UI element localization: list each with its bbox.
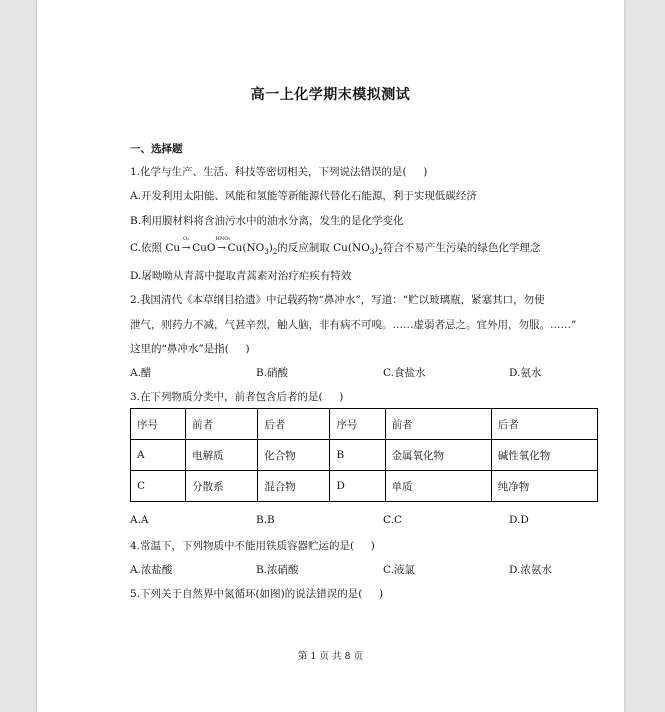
q1-c-prefix: C.依照 Cu <box>130 242 181 254</box>
table-cell: 电解质 <box>186 440 258 471</box>
q3-option-b: B.B <box>256 514 275 526</box>
q1-c-cuo: CuO <box>192 242 216 254</box>
table-cell: C <box>131 471 186 502</box>
classification-table <box>130 408 598 502</box>
q3-option-a: A.A <box>130 514 149 526</box>
q4-option-b: B.浓硝酸 <box>256 564 299 576</box>
q1-option-b: B.利用膜材料将含油污水中的油水分离，发生的是化学变化 <box>130 215 404 227</box>
table-cell: 前者 <box>186 409 258 440</box>
table-cell: A <box>131 440 186 471</box>
q1-c-sub2: 2 <box>272 248 278 257</box>
table-cell: 纯净物 <box>491 471 597 502</box>
page-number: 第 1 页 共 8 页 <box>297 651 364 662</box>
arrow-icon: O₂ → <box>181 236 191 254</box>
arrow-label-o2: O₂ <box>183 236 190 242</box>
table-row <box>131 440 598 471</box>
arrow-label-hno3: HNO₃ <box>215 236 231 242</box>
page-title: 高一上化学期末模拟测试 <box>250 87 411 103</box>
q1-c-sub3b: 3 <box>369 248 375 257</box>
table-row <box>131 471 598 502</box>
table-cell: 单质 <box>385 471 491 502</box>
q3-option-c: C.C <box>383 514 403 526</box>
table-cell: 混合物 <box>258 471 330 502</box>
table-cell: 化合物 <box>258 440 330 471</box>
table-cell: 序号 <box>131 409 186 440</box>
q2-option-a: A.醋 <box>130 367 152 379</box>
q1-stem: 1.化学与生产、生活、科技等密切相关，下列说法错误的是( ) <box>130 166 428 178</box>
q1-option-c <box>130 236 541 257</box>
q1-c-mid: Cu(NO <box>227 242 265 254</box>
table-row <box>131 409 598 440</box>
table-cell: 前者 <box>385 409 491 440</box>
q1-c-sub3: 3 <box>264 248 269 257</box>
table-cell: 后者 <box>491 409 597 440</box>
table-cell: 后者 <box>258 409 330 440</box>
q1-c-tail: 符合不易产生污染的绿色化学理念 <box>382 242 541 254</box>
q1-c-mid2b: ) <box>374 242 379 254</box>
q1-c-sub2b: 2 <box>378 248 383 257</box>
q2-line1: 2.我国清代《本草纲目拾遗》中记载药物“鼻冲水”，写道：“贮以玻璃瓶，紧塞其口，勿使 <box>130 294 545 306</box>
q3-stem: 3.在下列物质分类中，前者包含后者的是( ) <box>130 391 344 403</box>
table-cell: D <box>330 471 385 502</box>
q1-c-mid2: ) <box>268 242 273 254</box>
table-cell: 序号 <box>330 409 385 440</box>
q2-option-c: C.食盐水 <box>383 367 426 379</box>
q5-stem: 5.下列关于自然界中氮循环(如图)的说法错误的是( ) <box>130 588 384 600</box>
q4-stem: 4.常温下，下列物质中不能用铁质容器贮运的是( ) <box>130 540 375 552</box>
q1-option-d: D.屠呦呦从青蒿中提取青蒿素对治疗疟疾有特效 <box>130 270 352 282</box>
q4-option-c: C.液氯 <box>383 564 415 576</box>
q1-c-mid3: 的反应制取 Cu(NO <box>277 242 370 254</box>
q4-option-a: A.浓盐酸 <box>130 564 173 576</box>
arrow-icon: HNO₃ → <box>215 236 231 254</box>
table-cell: 金属氧化物 <box>385 440 491 471</box>
q2-line3: 这里的“鼻冲水”是指( ) <box>130 343 250 355</box>
table-cell: 碱性氧化物 <box>491 440 597 471</box>
q2-option-b: B.硝酸 <box>256 367 289 379</box>
q2-option-d: D.氨水 <box>509 367 542 379</box>
table-cell: B <box>330 440 385 471</box>
q4-option-d: D.浓氨水 <box>509 564 552 576</box>
q3-option-d: D.D <box>509 514 529 526</box>
table-cell: 分散系 <box>186 471 258 502</box>
document-page <box>37 0 624 712</box>
section-heading: 一、选择题 <box>130 143 183 155</box>
q1-option-a: A.开发利用太阳能、风能和氢能等新能源代替化石能源，利于实现低碳经济 <box>130 190 477 202</box>
q2-line2: 泄气，则药力不减，气甚辛烈，触人脑，非有病不可嗅。……虚弱者忌之。宜外用，勿服。……” <box>130 319 577 331</box>
